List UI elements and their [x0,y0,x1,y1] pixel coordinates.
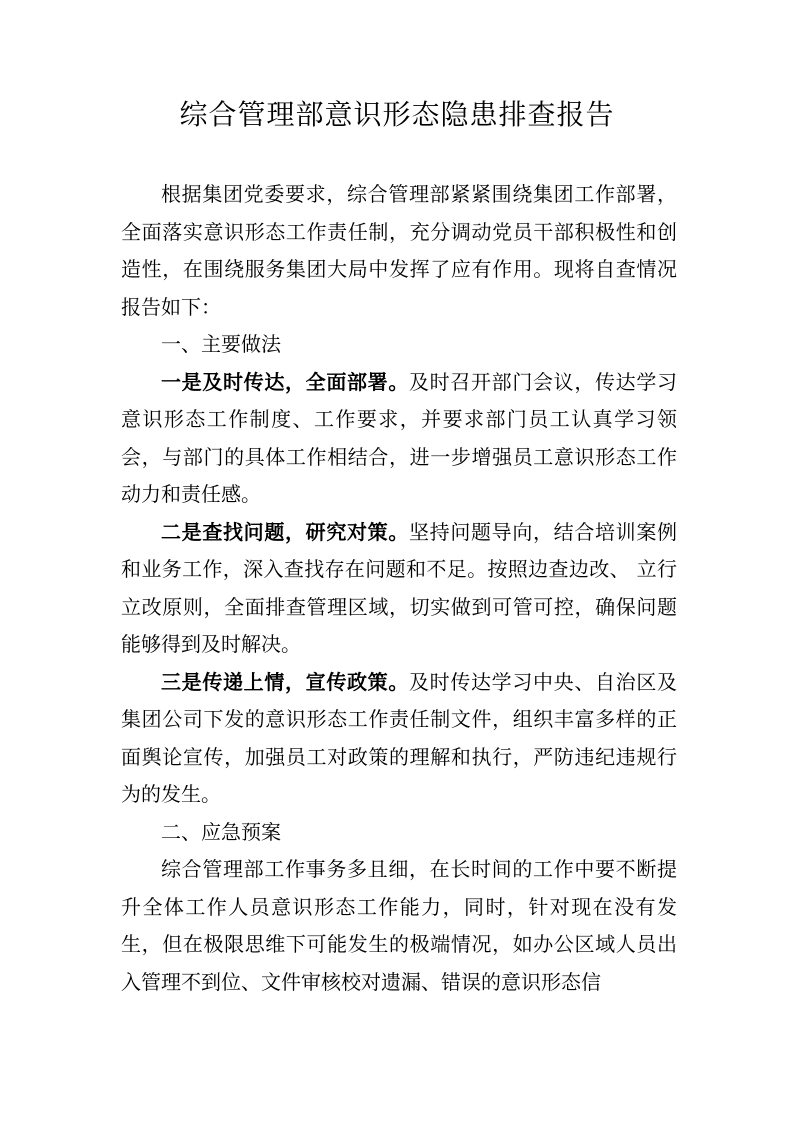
practice-lead-3: 三是传递上情，宣传政策。 [161,669,409,694]
emergency-plan-paragraph: 综合管理部工作事务多且细，在长时间的工作中要不断提升全体工作人员意识形态工作能力，同时，针对现在没有发生，但在极限思维下可能发生的极端情况，如办公区域人员出入管理不到位、文件审核校对遗漏、错误的意识形态信 [121,857,677,994]
document-title: 综合管理部意识形态隐患排查报告 [179,98,615,131]
practice-lead-1: 一是及时传达，全面部署。 [161,369,409,394]
intro-paragraph: 根据集团党委要求，综合管理部紧紧围绕集团工作部署，全面落实意识形态工作责任制，充分调动党员干部积极性和创造性，在围绕服务集团大局中发挥了应有作用。现将自查情况报告如下： [121,182,677,319]
practice-text-2: 坚持问题导向，结合培训案例和业务工作，深入查找存在问题和不足。按照边查边改、 立行立改原则，全面排查管理区域，切实做到可管可控，确保问题能够得到及时解决。 [121,519,677,656]
section-heading-main-practices: 一、主要做法 [161,332,281,356]
practice-paragraph-1 [121,364,677,514]
practice-text-3: 及时传达学习中央、自治区及集团公司下发的意识形态工作责任制文件，组织丰富多样的正面舆论宣传，加强员工对政策的理解和执行，严防违纪违规行为的发生。 [121,669,677,806]
practice-lead-2: 二是查找问题，研究对策。 [161,519,409,544]
practice-paragraph-2 [121,514,677,664]
section-heading-emergency-plan: 二、应急预案 [161,819,281,844]
document-body [121,176,677,1001]
practice-paragraph-3 [121,664,677,814]
practice-text-1: 及时召开部门会议，传达学习意识形态工作制度、工作要求，并要求部门员工认真学习领会，与部门的具体工作相结合，进一步增强员工意识形态工作动力和责任感。 [121,369,677,506]
